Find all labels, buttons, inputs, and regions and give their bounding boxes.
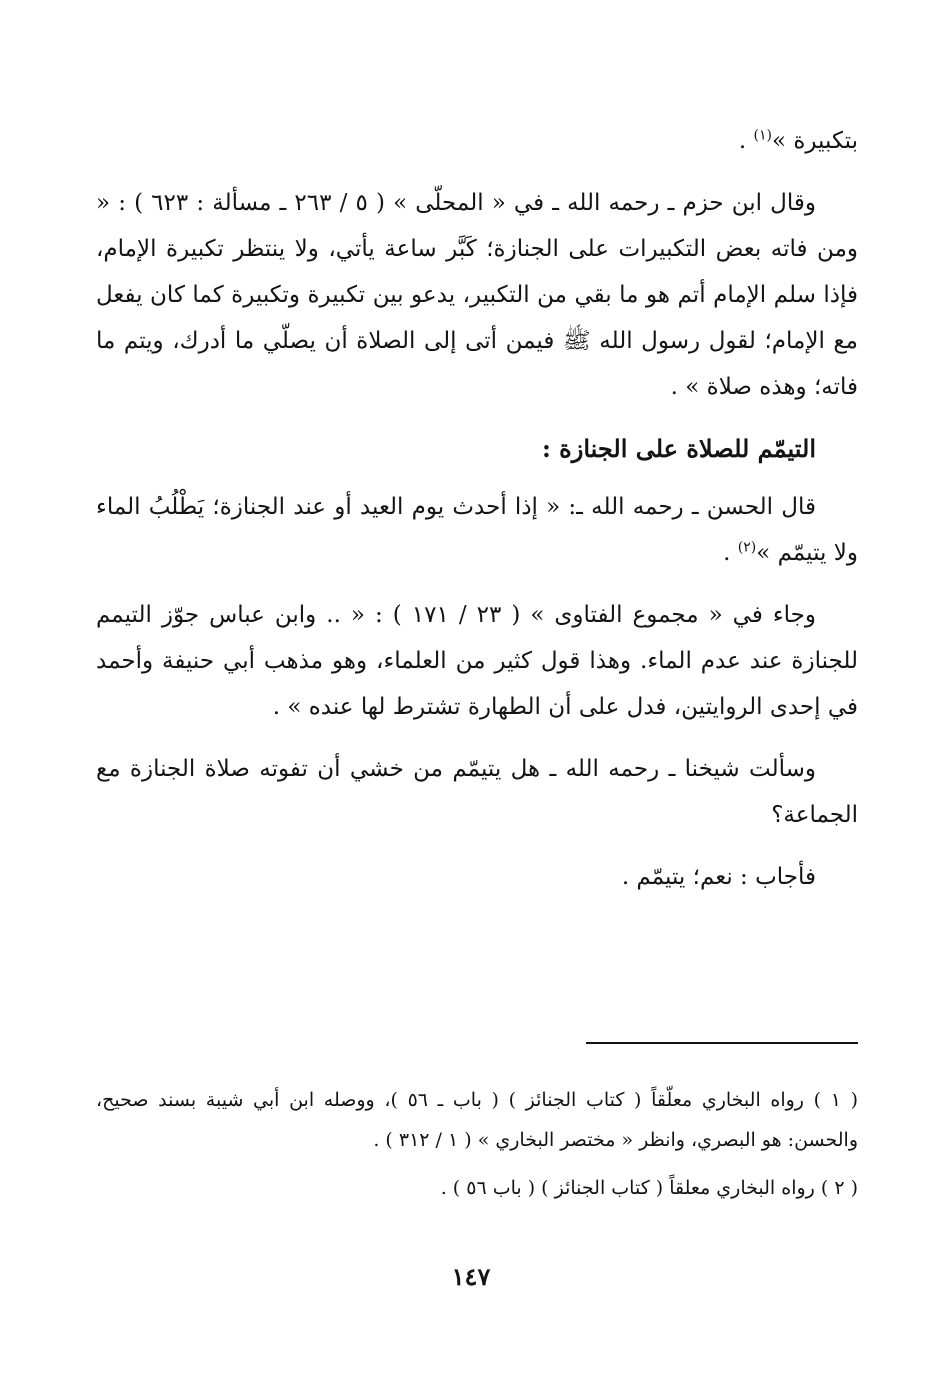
paragraph-continuation [96, 118, 858, 164]
footnote-marker: (١) [753, 127, 772, 144]
paragraph-hasan [96, 484, 858, 576]
paragraph-end: . [738, 128, 747, 154]
paragraph-question [96, 746, 858, 838]
footnotes [96, 1080, 858, 1216]
paragraph-text: وقال ابن حزم ـ رحمه الله ـ في « المحلّى » ( ٥ / ٢٦٣ ـ مسألة : ٦٢٣ ) : « ومن فاته بعض التكبيرات على الجنازة؛ كَبَّر ساعة يأتي، ولا ينتظر تكبيرة الإمام، فإذا سلم الإمام أتم هو ما بقي من التكبير، يدعو بين تكبيرة وتكبيرة كما كان يفعل مع الإمام؛ لقول رسول الله ﷺ فيمن أتى إلى الصلاة أن يصلّي ما أدرك، ويتم ما فاته؛ وهذه صلاة » . [96, 190, 858, 400]
footnote-1: ( ١ ) رواه البخاري معلّقاً ( كتاب الجنائز ) ( باب ـ ٥٦ )، ووصله ابن أبي شيبة بسند صحيح، والحسن: هو البصري، وانظر « مختصر البخاري » ( ١ / ٣١٢ ) . [96, 1089, 858, 1151]
page-number: ١٤٧ [451, 1262, 491, 1291]
section-heading: التيمّم للصلاة على الجنازة : [541, 434, 816, 463]
paragraph-text: وسألت شيخنا ـ رحمه الله ـ هل يتيمّم من خشي أن تفوته صلاة الجنازة مع الجماعة؟ [96, 756, 858, 828]
paragraph-text: بتكبيرة » [771, 128, 858, 154]
footnote-divider [586, 1042, 858, 1044]
paragraph-ibn-hazm [96, 180, 858, 410]
paragraph-end: . [723, 540, 731, 566]
paragraph-text: وجاء في « مجموع الفتاوى » ( ٢٣ / ١٧١ ) : « .. وابن عباس جوّز التيمم للجنازة عند عدم الماء. وهذا قول كثير من العلماء، وهو مذهب أبي حنيفة وأحمد في إحدى الروايتين، فدل على أن الطهارة تشترط لها عنده » . [96, 602, 858, 720]
footnote-2: ( ٢ ) رواه البخاري معلقاً ( كتاب الجنائز ) ( باب ٥٦ ) . [440, 1177, 858, 1199]
main-text [96, 118, 858, 916]
paragraph-answer [96, 854, 858, 900]
footnote-marker: (٢) [737, 539, 757, 556]
paragraph-fatawa [96, 592, 858, 730]
paragraph-text: فأجاب : نعم؛ يتيمّم . [621, 864, 816, 890]
paragraph-text: قال الحسن ـ رحمه الله ـ: « إذا أحدث يوم العيد أو عند الجنازة؛ يَطْلُبُ الماء ولا يتيمّم » [96, 494, 858, 566]
